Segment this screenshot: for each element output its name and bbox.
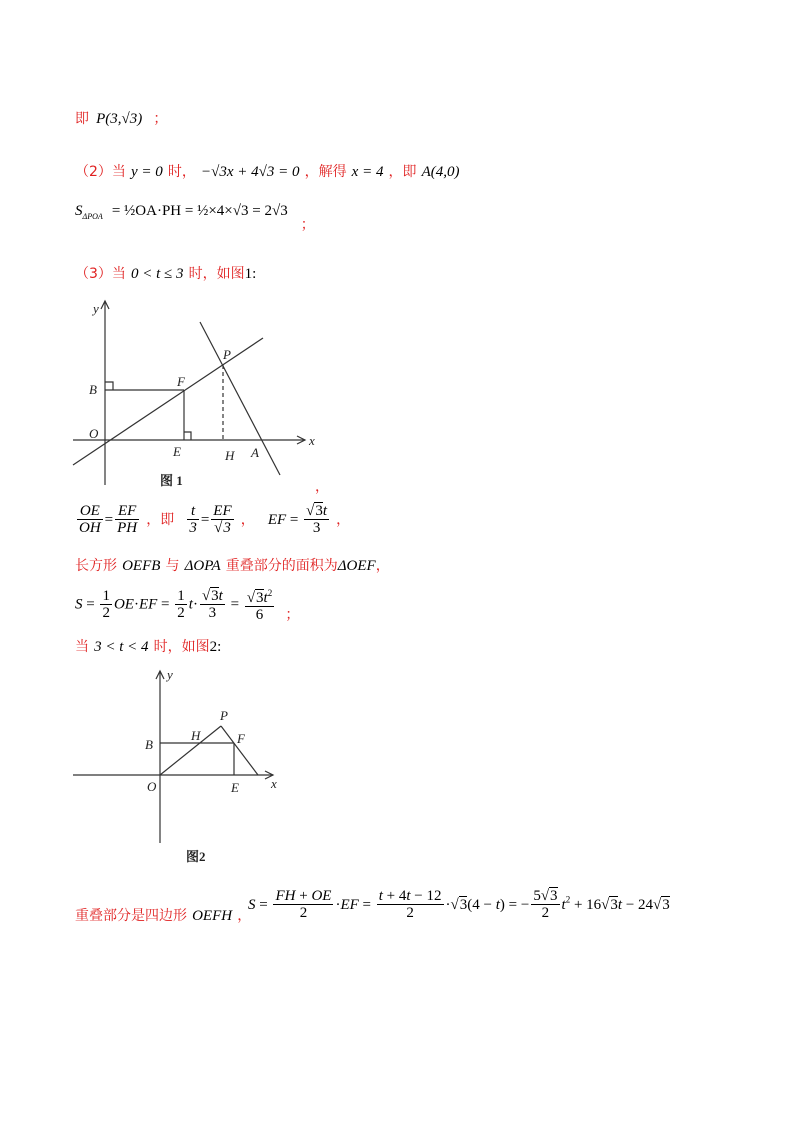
- area-formula-2: S = $\frac{FH + OE}{2}$ ·EF = $\frac{t + 4t - 12}{2}$ ·√3(4 − t) = − $\frac{5√3}{2}$ $t^2 + 16√3t - 24√3$: [248, 888, 670, 921]
- point-p-math: P(3,√3): [96, 111, 143, 127]
- text-shi: 时，: [167, 164, 196, 180]
- text-yu: 与: [165, 558, 180, 574]
- label-a: A: [251, 445, 259, 460]
- text-ji: 即: [75, 111, 89, 127]
- label-b: B: [89, 382, 97, 397]
- formula-rhs: = ½OA·PH = ½×4×√3 = 2√3: [111, 203, 288, 219]
- label-o: O: [147, 779, 157, 794]
- label-o: O: [89, 426, 99, 441]
- math-opa: ΔOPA: [184, 558, 221, 574]
- semicolon: ；: [285, 606, 300, 623]
- area-formula-poa: [75, 200, 315, 233]
- right-angle-b: [105, 382, 113, 390]
- math-oefb: OEFB: [122, 558, 161, 574]
- line-4: [75, 263, 256, 283]
- text-rectangle: 长方形: [75, 558, 117, 574]
- comma: ，: [240, 512, 255, 528]
- label-e: E: [231, 780, 239, 795]
- label-e: E: [173, 444, 181, 459]
- label-f: F: [177, 374, 185, 389]
- comma: ，: [237, 908, 252, 924]
- label-y: y: [167, 667, 173, 682]
- caption-2: 图2: [186, 849, 206, 864]
- label-x: x: [271, 776, 277, 791]
- right-angle-e: [184, 432, 191, 440]
- semicolon: ；: [300, 217, 315, 233]
- symbol-s: S: [75, 203, 83, 219]
- text-dang: 当: [75, 639, 89, 655]
- frac-ef-ph: $\frac{EF}{PH}$: [117, 503, 138, 536]
- label-p: P: [220, 708, 228, 723]
- math-oef: ΔOEF: [337, 558, 376, 574]
- label-x: x: [309, 433, 315, 448]
- fig1-trailing-comma: ，: [315, 479, 329, 495]
- text-rutu-2: 时，如图: [153, 639, 210, 655]
- proportion-line: $\frac{OE}{OH}$ = $\frac{EF}{PH}$ ，即 $\frac{t}{3}$ = $\frac{EF}{√3}$ ， EF = $\frac{√3t}{3}$ ，: [79, 503, 351, 536]
- label-b: B: [145, 737, 153, 752]
- fig-number: 1: [244, 266, 253, 282]
- caption-1: 图 1: [160, 473, 183, 488]
- part-2-label: （2）当: [75, 164, 126, 180]
- math-t-range-2: 3 < t < 4: [94, 639, 149, 655]
- frac-ef-value: $\frac{√3t}{3}$: [306, 503, 328, 536]
- math-y-zero: y = 0: [131, 164, 163, 180]
- comma-2: ，: [336, 512, 351, 528]
- line-9: [75, 905, 251, 925]
- text-jiji: ，即: [388, 164, 417, 180]
- line-6: [75, 555, 390, 575]
- math-point-a: A(4,0): [421, 164, 460, 180]
- text-ji-2: ，即: [146, 512, 175, 528]
- line-op: [73, 338, 263, 465]
- label-f: F: [237, 731, 245, 746]
- frac-ef-sqrt3: $\frac{EF}{√3}$: [213, 503, 232, 536]
- figure-1: [65, 295, 335, 495]
- fig-number-2: 2: [209, 639, 218, 655]
- colon: :: [252, 266, 257, 282]
- line-8: [75, 636, 221, 656]
- label-y: y: [93, 301, 99, 316]
- text-rutu: 时，如图: [188, 266, 245, 282]
- frac-t-3: $\frac{t}{3}$: [189, 503, 197, 536]
- math-equation: −√3x + 4√3 = 0: [200, 164, 300, 180]
- part-3-label: （3）当: [75, 266, 126, 282]
- subscript-poa: ΔPOA: [82, 212, 103, 222]
- text-overlap-area: 重叠部分的面积为: [225, 558, 338, 574]
- figure-2: [65, 665, 295, 870]
- line-pa: [200, 322, 280, 475]
- label-h: H: [191, 728, 201, 743]
- text-jiede: ，解得: [304, 164, 347, 180]
- math-oefh: OEFH: [192, 908, 233, 924]
- label-h: H: [225, 448, 235, 463]
- colon: :: [217, 639, 222, 655]
- math-t-range: 0 < t ≤ 3: [131, 266, 184, 282]
- math-x-four: x = 4: [351, 164, 384, 180]
- label-p: P: [223, 347, 231, 362]
- line-1: [75, 108, 167, 128]
- frac-oe-oh: $\frac{OE}{OH}$: [79, 503, 101, 536]
- comma: ，: [375, 558, 390, 574]
- line-2: [75, 161, 460, 181]
- text-quadrilateral: 重叠部分是四边形: [75, 908, 187, 924]
- semicolon: ；: [153, 111, 168, 127]
- area-formula-1: S = $\frac{1}{2}$ OE·EF = $\frac{1}{2}$ t· $\frac{√3t}{3}$ = $\frac{√3t^2}{6}$ ；: [75, 585, 299, 623]
